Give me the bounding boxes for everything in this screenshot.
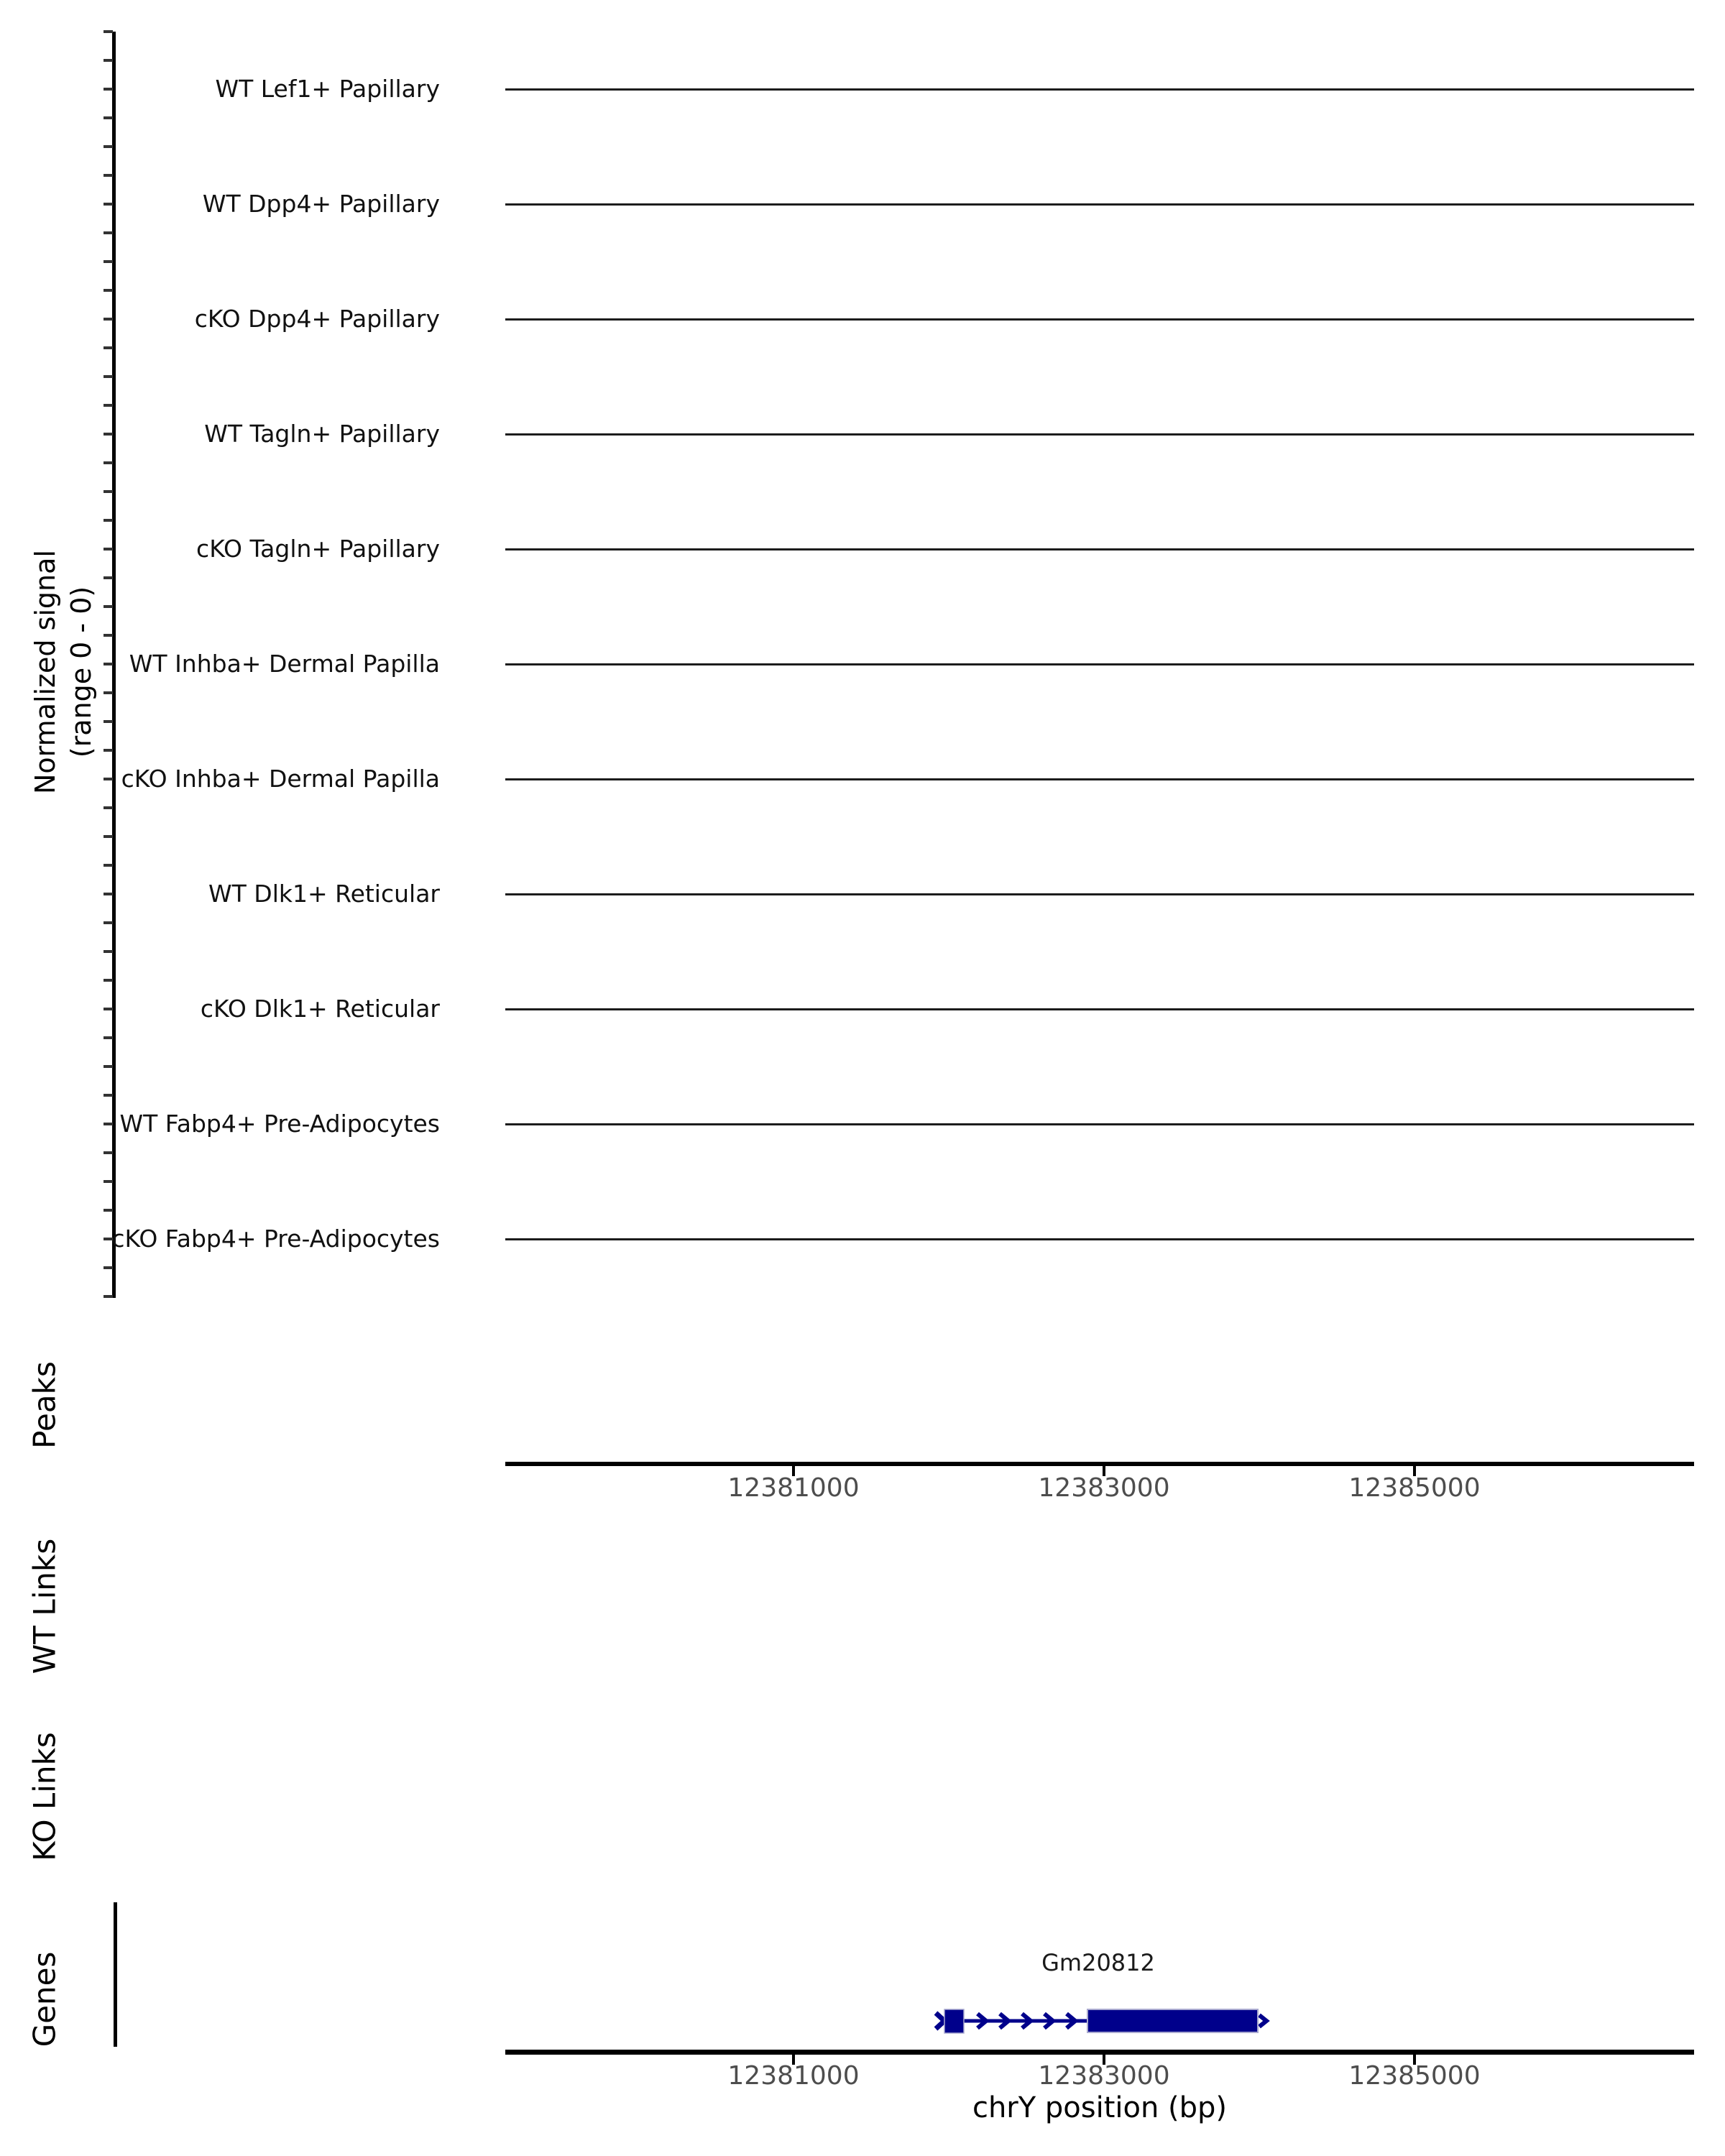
y-axis-label [27,550,99,794]
signal-axis-tick [104,979,113,982]
track-label: WT Dpp4+ Papillary [202,190,440,218]
track-label: WT Inhba+ Dermal Papilla [129,650,440,678]
signal-axis-tick [104,921,113,924]
signal-axis-tick [104,174,113,177]
signal-axis-tick [104,605,113,608]
section-label-peaks: Peaks [27,1361,63,1449]
track-label: WT Fabp4+ Pre-Adipocytes [119,1110,440,1138]
gene-exon-box-small [944,2009,964,2033]
signal-axis-tick [104,490,113,493]
signal-axis-tick [104,116,113,119]
genes-axis-line [505,2050,1694,2055]
track-signal-baseline [505,548,1694,550]
signal-axis-tick [104,145,113,148]
track-signal-baseline [505,893,1694,895]
track-signal-baseline [505,318,1694,321]
track-label: WT Lef1+ Papillary [215,75,440,103]
peaks-axis-tick-label: 12381000 [727,1473,860,1503]
signal-axis-tick [104,864,113,867]
y-axis-label-line1: Normalized signal [29,550,61,794]
signal-axis-tick [104,1209,113,1212]
track-signal-baseline [505,778,1694,780]
genes-axis-bracket [114,1902,117,2047]
track-label: cKO Dpp4+ Papillary [194,305,440,333]
genes-axis-tick-label: 12381000 [727,2061,860,2091]
signal-axis-tick [104,461,113,464]
signal-axis-tick [104,260,113,263]
genes-axis-tick-label: 12385000 [1348,2061,1481,2091]
signal-axis-tick [104,30,113,33]
y-axis-label-line2: (range 0 - 0) [65,586,97,758]
track-signal-baseline [505,203,1694,206]
signal-axis-tick [104,806,113,809]
signal-axis-tick [104,1266,113,1269]
genes-axis-tick-label: 12383000 [1038,2061,1170,2091]
peaks-axis-tick-label: 12383000 [1038,1473,1170,1503]
track-signal-baseline [505,1123,1694,1125]
signal-axis-tick [104,289,113,292]
track-signal-baseline [505,1008,1694,1010]
track-label: WT Tagln+ Papillary [204,420,440,448]
track-signal-baseline [505,88,1694,91]
signal-axis-tick [104,950,113,953]
track-label: WT Dlk1+ Reticular [208,880,440,908]
track-label: cKO Inhba+ Dermal Papilla [121,765,440,793]
signal-axis-tick [104,634,113,637]
signal-axis-tick [104,1065,113,1068]
gene-name-label: Gm20812 [1041,1949,1155,1976]
track-signal-baseline [505,663,1694,665]
signal-axis-tick [104,1036,113,1039]
signal-axis-tick [104,346,113,349]
section-label-ko-links: KO Links [27,1732,63,1861]
signal-axis-tick [104,59,113,62]
signal-axis-tick [104,1295,113,1298]
signal-axis-tick [104,1151,113,1154]
section-label-genes: Genes [27,1951,63,2047]
signal-axis-tick [104,375,113,378]
x-axis-title: chrY position (bp) [972,2091,1228,2124]
peaks-axis-tick-label: 12385000 [1348,1473,1481,1503]
signal-axis-tick [104,519,113,522]
gene-exon-box-large [1087,2009,1258,2032]
signal-axis-tick [104,231,113,234]
gene-strand-chevron [936,2013,944,2029]
track-label: cKO Fabp4+ Pre-Adipocytes [111,1225,440,1253]
gene-strand-chevron [1259,2015,1266,2027]
gene-model [920,1998,1279,2044]
signal-axis-tick [104,1094,113,1097]
signal-axis-tick [104,749,113,752]
section-label-wt-links: WT Links [27,1538,63,1674]
signal-axis-tick [104,691,113,694]
peaks-axis-line [505,1462,1694,1466]
track-signal-baseline [505,433,1694,436]
signal-axis-tick [104,404,113,407]
signal-axis-tick [104,835,113,838]
signal-axis-tick [104,720,113,723]
signal-axis-tick [104,1180,113,1183]
track-signal-baseline [505,1238,1694,1240]
track-label: cKO Tagln+ Papillary [196,535,440,563]
signal-axis-tick [104,576,113,579]
track-label: cKO Dlk1+ Reticular [200,995,440,1023]
